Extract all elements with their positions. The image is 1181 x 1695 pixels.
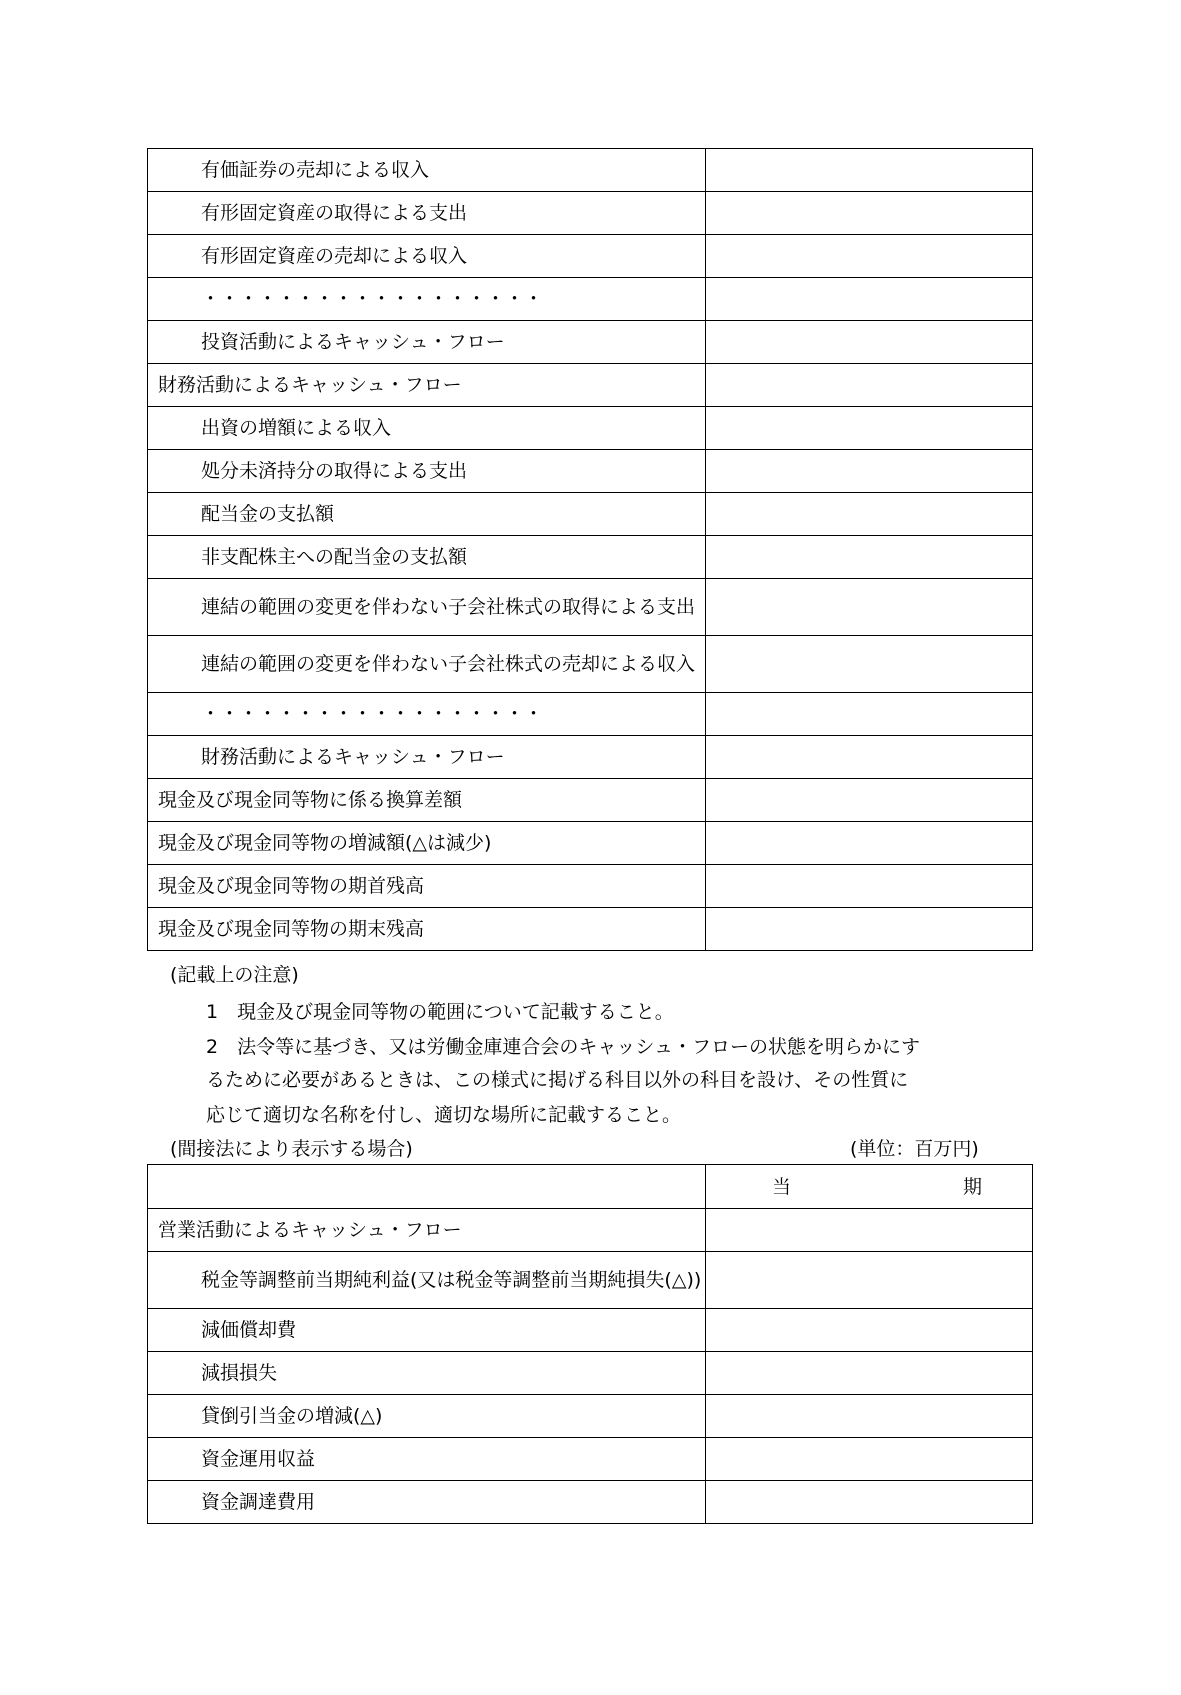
row-value-cell xyxy=(706,736,1033,779)
table-row xyxy=(148,1352,1033,1395)
row-value-cell xyxy=(706,1438,1033,1481)
row-label: 非支配株主への配当金の支払額 xyxy=(148,536,706,579)
row-value-cell xyxy=(706,364,1033,407)
table-row xyxy=(148,736,1033,779)
row-label: 連結の範囲の変更を伴わない子会社株式の取得による支出 xyxy=(148,579,706,636)
note-item-2-line-2: るために必要があるときは、この様式に掲げる科目以外の科目を設け、その性質に xyxy=(206,1069,909,1091)
header-label-cell xyxy=(148,1165,706,1209)
table-row xyxy=(148,1309,1033,1352)
row-value-cell xyxy=(706,865,1033,908)
row-label: 現金及び現金同等物に係る換算差額 xyxy=(148,779,706,822)
unit-label: (単位：百万円) xyxy=(850,1138,979,1160)
row-label: 有形固定資産の売却による収入 xyxy=(148,235,706,278)
table-row xyxy=(148,278,1033,321)
row-value-cell xyxy=(706,1395,1033,1438)
table-row xyxy=(148,321,1033,364)
table-row xyxy=(148,908,1033,951)
row-label: 財務活動によるキャッシュ・フロー xyxy=(148,364,706,407)
table-row xyxy=(148,1438,1033,1481)
row-value-cell xyxy=(706,1209,1033,1252)
table-header-row xyxy=(148,1165,1033,1209)
table-row xyxy=(148,364,1033,407)
row-value-cell xyxy=(706,321,1033,364)
table-row xyxy=(148,779,1033,822)
notes-heading: (記載上の注意) xyxy=(170,964,299,986)
row-label: 営業活動によるキャッシュ・フロー xyxy=(148,1209,706,1252)
row-value-cell xyxy=(706,192,1033,235)
note-item-2-line-3: 応じて適切な名称を付し、適切な場所に記載すること。 xyxy=(206,1104,682,1126)
table-row xyxy=(148,822,1033,865)
row-label: 配当金の支払額 xyxy=(148,493,706,536)
table-row xyxy=(148,407,1033,450)
row-value-cell xyxy=(706,493,1033,536)
row-value-cell xyxy=(706,693,1033,736)
table-row xyxy=(148,865,1033,908)
row-label: ・・・・・・・・・・・・・・・・・・ xyxy=(148,693,706,736)
table-row xyxy=(148,1209,1033,1252)
table-row xyxy=(148,1395,1033,1438)
table-row xyxy=(148,579,1033,636)
row-value-cell xyxy=(706,579,1033,636)
header-period-cell xyxy=(706,1165,1033,1209)
row-label: 資金調達費用 xyxy=(148,1481,706,1524)
table-row xyxy=(148,1252,1033,1309)
row-label: 現金及び現金同等物の期末残高 xyxy=(148,908,706,951)
row-label: 処分未済持分の取得による支出 xyxy=(148,450,706,493)
row-value-cell xyxy=(706,235,1033,278)
row-value-cell xyxy=(706,908,1033,951)
row-value-cell xyxy=(706,779,1033,822)
table-row xyxy=(148,536,1033,579)
row-value-cell xyxy=(706,636,1033,693)
row-value-cell xyxy=(706,149,1033,192)
row-label: 有価証券の売却による収入 xyxy=(148,149,706,192)
table-row xyxy=(148,450,1033,493)
row-label: 財務活動によるキャッシュ・フロー xyxy=(148,736,706,779)
header-period: 期 xyxy=(962,1175,982,1198)
row-label: 減損損失 xyxy=(148,1352,706,1395)
row-label: 減価償却費 xyxy=(148,1309,706,1352)
row-value-cell xyxy=(706,1252,1033,1309)
row-value-cell xyxy=(706,1309,1033,1352)
row-value-cell xyxy=(706,278,1033,321)
section-title-indirect-method: (間接法により表示する場合) xyxy=(170,1138,413,1160)
row-label: 現金及び現金同等物の期首残高 xyxy=(148,865,706,908)
table-row xyxy=(148,693,1033,736)
cash-flow-table-indirect xyxy=(147,1164,1033,1524)
row-label: 貸倒引当金の増減(△) xyxy=(148,1395,706,1438)
table-row xyxy=(148,636,1033,693)
row-value-cell xyxy=(706,1481,1033,1524)
row-label: 現金及び現金同等物の増減額(△は減少) xyxy=(148,822,706,865)
table-row xyxy=(148,192,1033,235)
row-value-cell xyxy=(706,536,1033,579)
row-label: 投資活動によるキャッシュ・フロー xyxy=(148,321,706,364)
row-value-cell xyxy=(706,407,1033,450)
row-label: 出資の増額による収入 xyxy=(148,407,706,450)
note-item-2-line-1: 2 法令等に基づき、又は労働金庫連合会のキャッシュ・フローの状態を明らかにす xyxy=(206,1036,920,1058)
table-row xyxy=(148,493,1033,536)
cash-flow-table-continued xyxy=(147,148,1033,951)
row-label: 税金等調整前当期純利益(又は税金等調整前当期純損失(△)) xyxy=(148,1252,706,1309)
table-row xyxy=(148,1481,1033,1524)
table-row xyxy=(148,149,1033,192)
row-value-cell xyxy=(706,822,1033,865)
row-label: 連結の範囲の変更を伴わない子会社株式の売却による収入 xyxy=(148,636,706,693)
header-current: 当 xyxy=(772,1175,792,1198)
note-item-1: 1 現金及び現金同等物の範囲について記載すること。 xyxy=(206,1001,674,1023)
row-label: 資金運用収益 xyxy=(148,1438,706,1481)
row-label: 有形固定資産の取得による支出 xyxy=(148,192,706,235)
table-row xyxy=(148,235,1033,278)
row-value-cell xyxy=(706,450,1033,493)
row-value-cell xyxy=(706,1352,1033,1395)
row-label: ・・・・・・・・・・・・・・・・・・ xyxy=(148,278,706,321)
